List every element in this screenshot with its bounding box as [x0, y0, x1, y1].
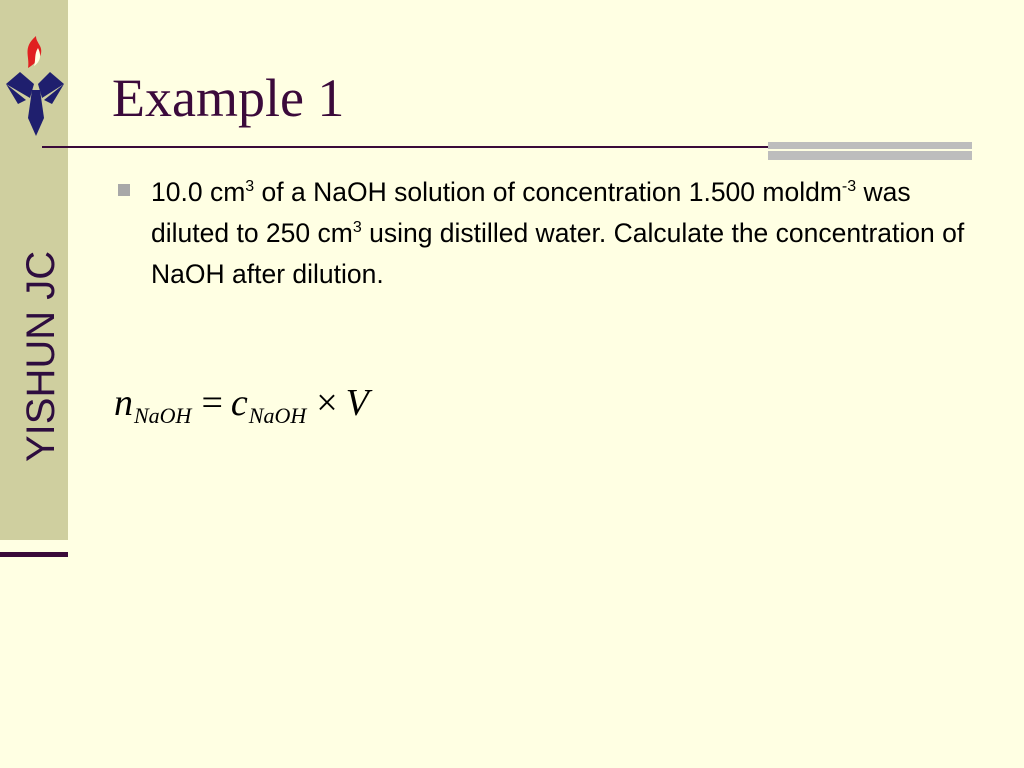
bullet-text-part: was diluted to 250 cm — [151, 177, 911, 248]
formula-n-subscript: NaOH — [134, 403, 192, 428]
formula-times: × — [316, 382, 338, 424]
formula-equals: = — [201, 382, 223, 424]
yishun-jc-crest-icon — [0, 34, 70, 148]
bullet-question — [151, 172, 971, 295]
title-underline-accent-stripe — [768, 149, 972, 151]
formula-v: V — [345, 382, 369, 424]
bullet-text-part: of a NaOH solution of concentration 1.500 moldm — [254, 177, 842, 207]
sidebar-divider — [0, 552, 68, 557]
superscript: 3 — [352, 219, 362, 236]
superscript: -3 — [841, 178, 857, 195]
bullet-text-part: 10.0 cm — [151, 177, 246, 207]
formula-c-subscript: NaOH — [248, 403, 307, 428]
superscript: 3 — [245, 178, 255, 195]
school-name-vertical: YISHUN JC — [19, 250, 63, 462]
title-underline-accent — [768, 142, 972, 160]
formula-n: n — [114, 382, 133, 424]
bullet-text-part: using distilled water. Calculate the concentration of NaOH after dilution. — [151, 218, 965, 289]
formula-c: c — [230, 382, 248, 424]
bullet-square-icon — [118, 184, 130, 196]
moles-formula — [114, 378, 369, 433]
slide-title: Example 1 — [112, 68, 345, 128]
